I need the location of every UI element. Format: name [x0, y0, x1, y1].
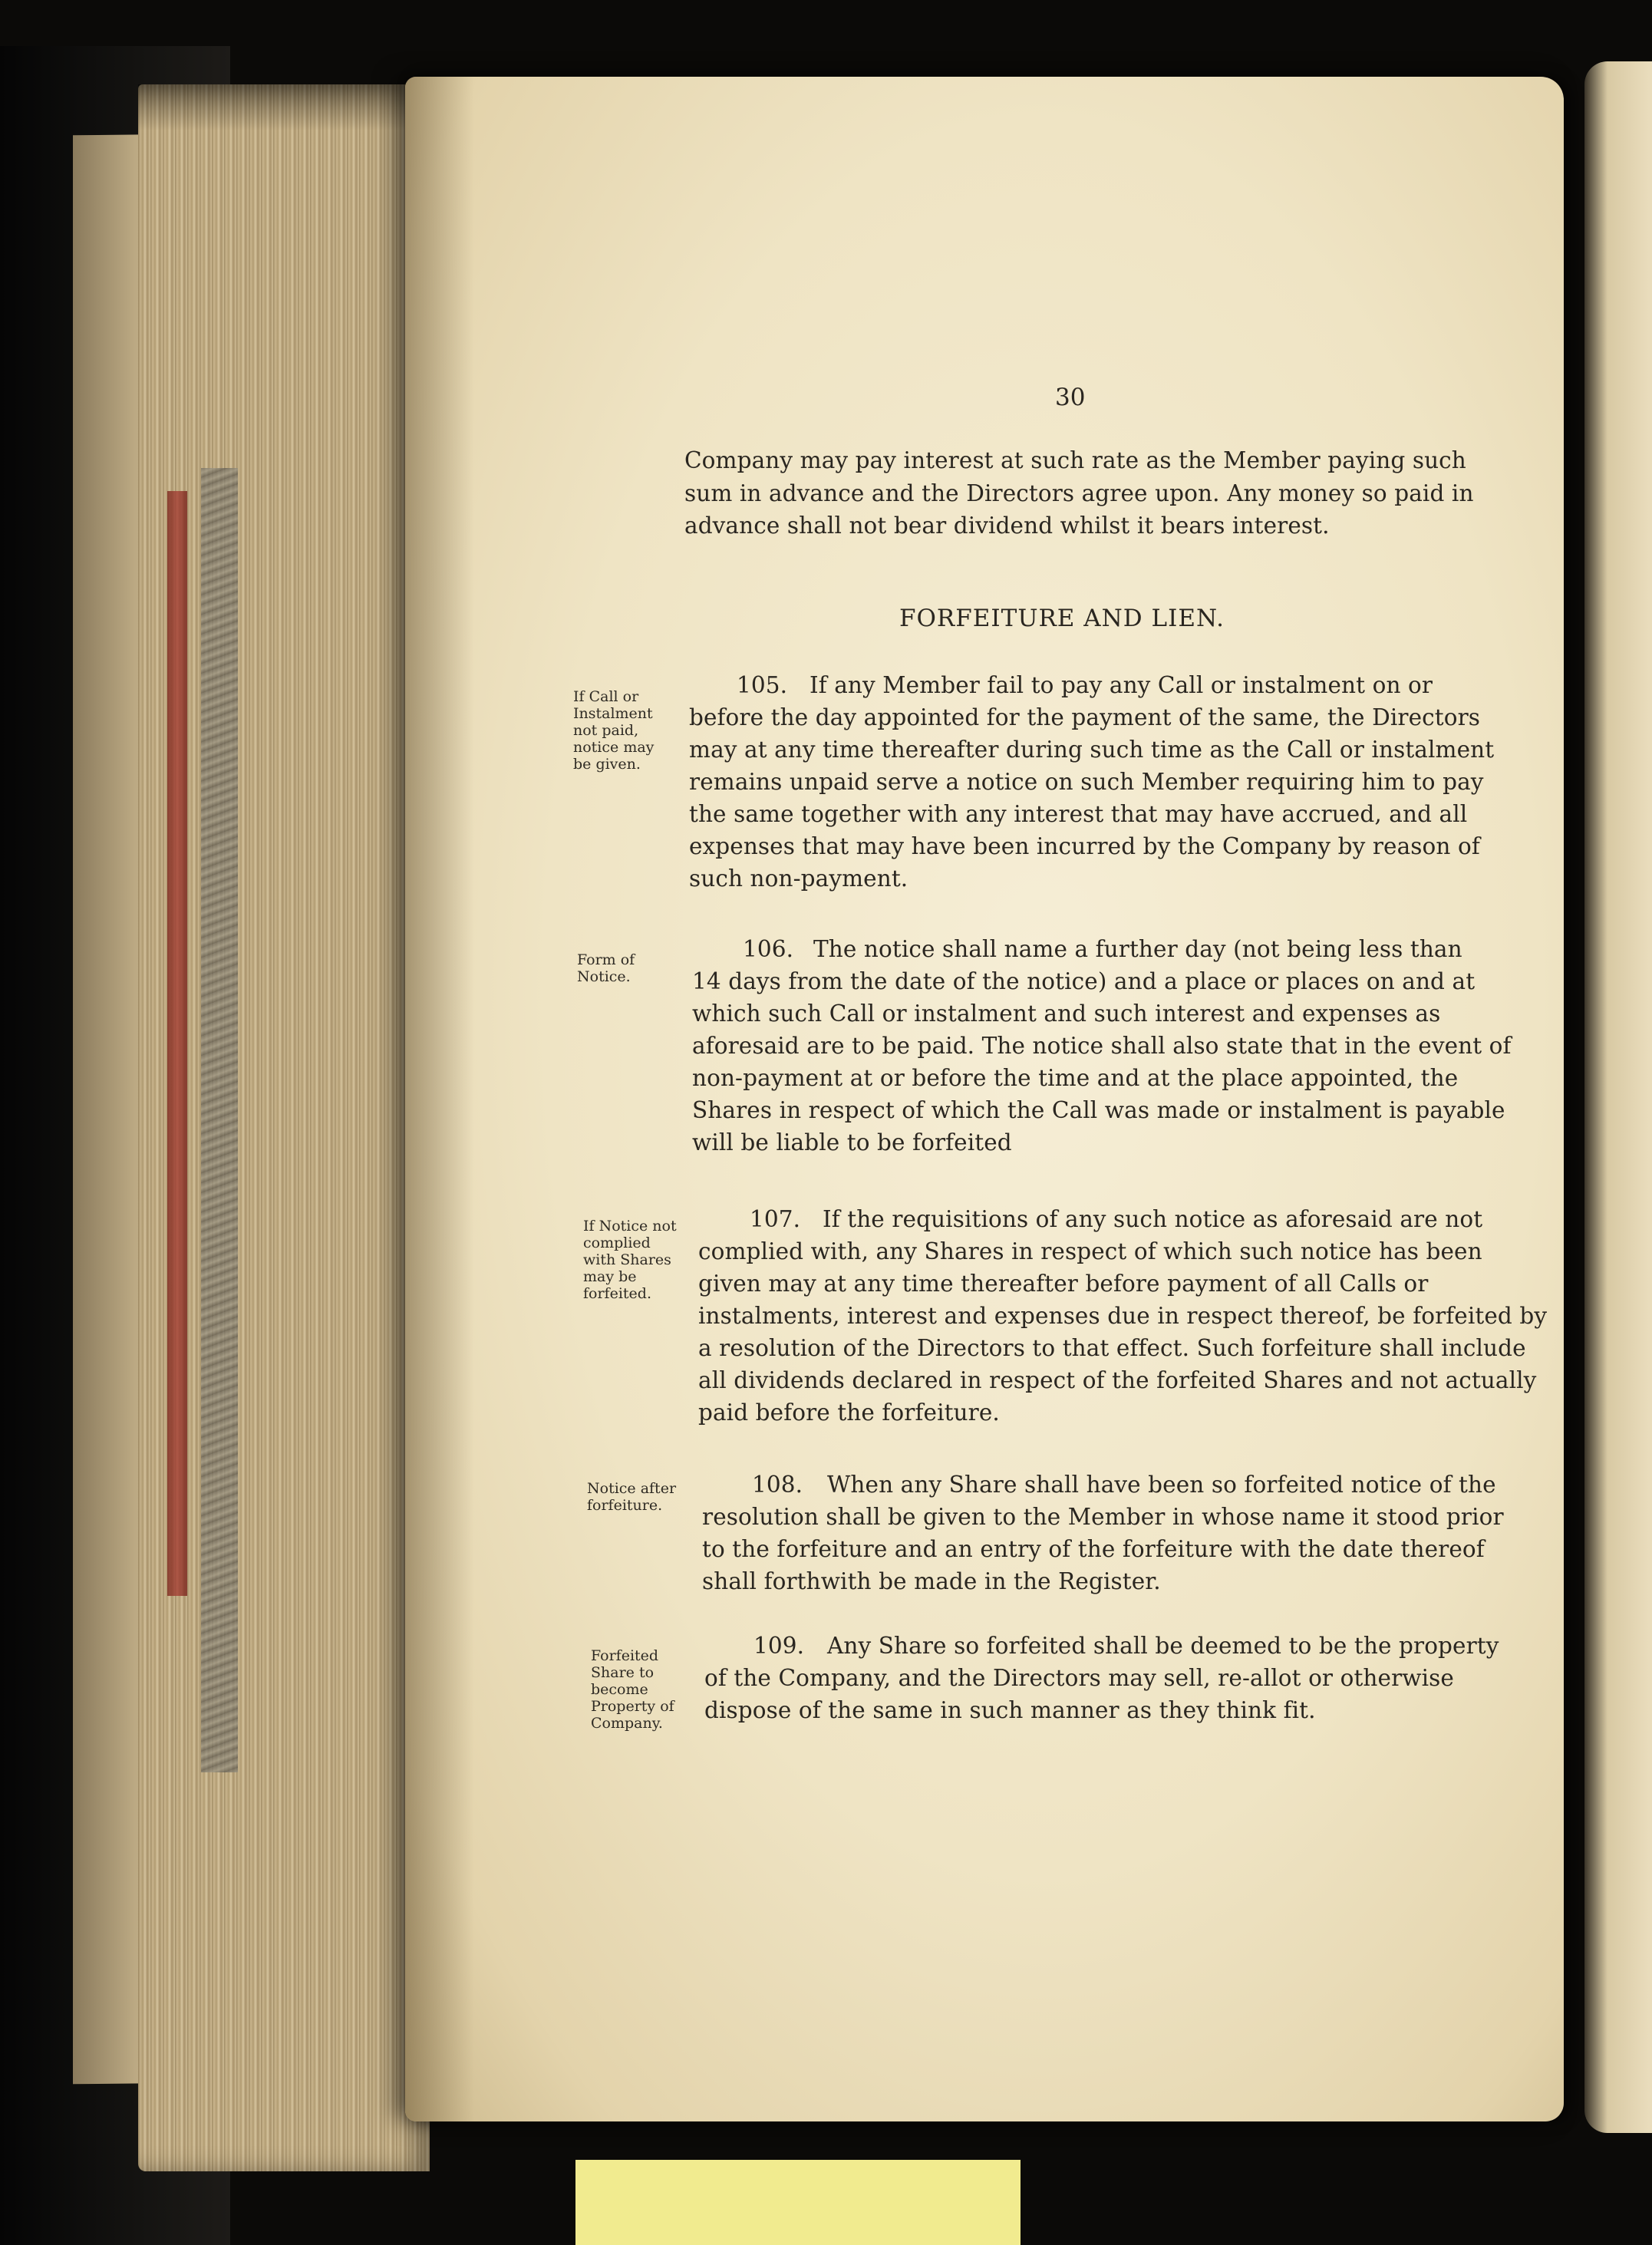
text-line: of the Company, and the Directors may sell, re-allot or otherwise [704, 1665, 1454, 1691]
text-line: advance shall not bear dividend whilst it bears interest. [684, 513, 1330, 539]
article-number: 107. [750, 1206, 801, 1232]
text-line: Company may pay interest at such rate as the Member paying such [684, 447, 1466, 473]
text-line: remains unpaid serve a notice on such Member requiring him to pay [689, 769, 1484, 795]
side-note-line: Instalment [573, 705, 653, 722]
side-note-line: notice may [573, 739, 655, 756]
text-line: If any Member fail to pay any Call or instalment on or [810, 672, 1433, 698]
text-line: which such Call or instalment and such interest and expenses as [692, 1001, 1441, 1027]
side-note-line: Form of [577, 951, 635, 968]
text-line: non-payment at or before the time and at the place appointed, the [692, 1065, 1459, 1091]
side-note-line: with Shares [583, 1251, 671, 1268]
side-note-line: Share to [591, 1664, 655, 1681]
text-line: a resolution of the Directors to that effect. Such forfeiture shall include [698, 1335, 1526, 1361]
side-note-line: Notice after [587, 1480, 677, 1497]
text-line: sum in advance and the Directors agree upon. Any money so paid in [684, 480, 1474, 506]
foil-page-edge [201, 468, 238, 1772]
side-note [577, 951, 635, 985]
side-note-line: forfeited. [583, 1285, 651, 1302]
text-line: aforesaid are to be paid. The notice shall also state that in the event of [692, 1033, 1512, 1059]
text-line: resolution shall be given to the Member in whose name it stood prior [702, 1504, 1504, 1530]
side-note-line: If Call or [573, 688, 639, 705]
side-note-line: Notice. [577, 968, 631, 985]
text-line: Shares in respect of which the Call was made or instalment is payable [692, 1097, 1505, 1123]
text-line: such non-payment. [689, 865, 908, 892]
article-number: 106. [743, 936, 794, 962]
side-note [573, 688, 654, 773]
article-number: 105. [737, 672, 788, 698]
facing-page-edge [1584, 61, 1652, 2133]
side-note-line: forfeiture. [587, 1497, 663, 1514]
text-line: Any Share so forfeited shall be deemed to be the property [827, 1633, 1499, 1659]
stack-shadow [138, 84, 430, 130]
side-note-line: become [591, 1681, 648, 1698]
side-note-line: be given. [573, 756, 641, 773]
gutter-shadow [405, 77, 474, 2121]
section-heading: FORFEITURE AND LIEN. [899, 605, 1225, 632]
text-line: If the requisitions of any such notice as aforesaid are not [823, 1206, 1483, 1232]
side-note-line: Forfeited [591, 1647, 659, 1664]
side-note-line: Property of [591, 1698, 674, 1715]
text-line: before the day appointed for the payment of the same, the Directors [689, 704, 1481, 730]
side-note-line: Company. [591, 1715, 663, 1732]
text-line: complied with, any Shares in respect of which such notice has been [698, 1238, 1482, 1264]
text-line: instalments, interest and expenses due in respect thereof, be forfeited by [698, 1303, 1548, 1329]
page-number: 30 [1055, 384, 1086, 411]
text-line: paid before the forfeiture. [698, 1399, 1000, 1426]
side-note-line: complied [583, 1235, 651, 1251]
text-line: 14 days from the date of the notice) and a place or places on and at [692, 968, 1476, 994]
text-line: all dividends declared in respect of the forfeited Shares and not actually [698, 1367, 1537, 1393]
side-note-line: not paid, [573, 722, 639, 739]
text-line: given may at any time thereafter before payment of all Calls or [698, 1271, 1429, 1297]
red-page-edge [167, 491, 187, 1596]
side-note-line: may be [583, 1268, 637, 1285]
article-number: 109. [753, 1633, 805, 1659]
text-line: may at any time thereafter during such time as the Call or instalment [689, 737, 1495, 763]
yellow-bookmark [575, 2160, 1021, 2245]
text-line: to the forfeiture and an entry of the forfeiture with the date thereof [702, 1536, 1485, 1562]
side-note [591, 1647, 674, 1732]
article-number: 108. [752, 1472, 803, 1498]
text-line: expenses that may have been incurred by the Company by reason of [689, 833, 1480, 859]
text-line: the same together with any interest that may have accrued, and all [689, 801, 1468, 827]
text-line: dispose of the same in such manner as they think fit. [704, 1697, 1316, 1723]
text-line: The notice shall name a further day (not being less than [813, 936, 1462, 962]
text-line: shall forthwith be made in the Register. [702, 1568, 1161, 1594]
side-note [583, 1218, 677, 1302]
text-line: When any Share shall have been so forfeited notice of the [827, 1472, 1496, 1498]
text-line: will be liable to be forfeited [692, 1129, 1012, 1155]
side-note-line: If Notice not [583, 1218, 677, 1235]
side-note [587, 1480, 676, 1514]
